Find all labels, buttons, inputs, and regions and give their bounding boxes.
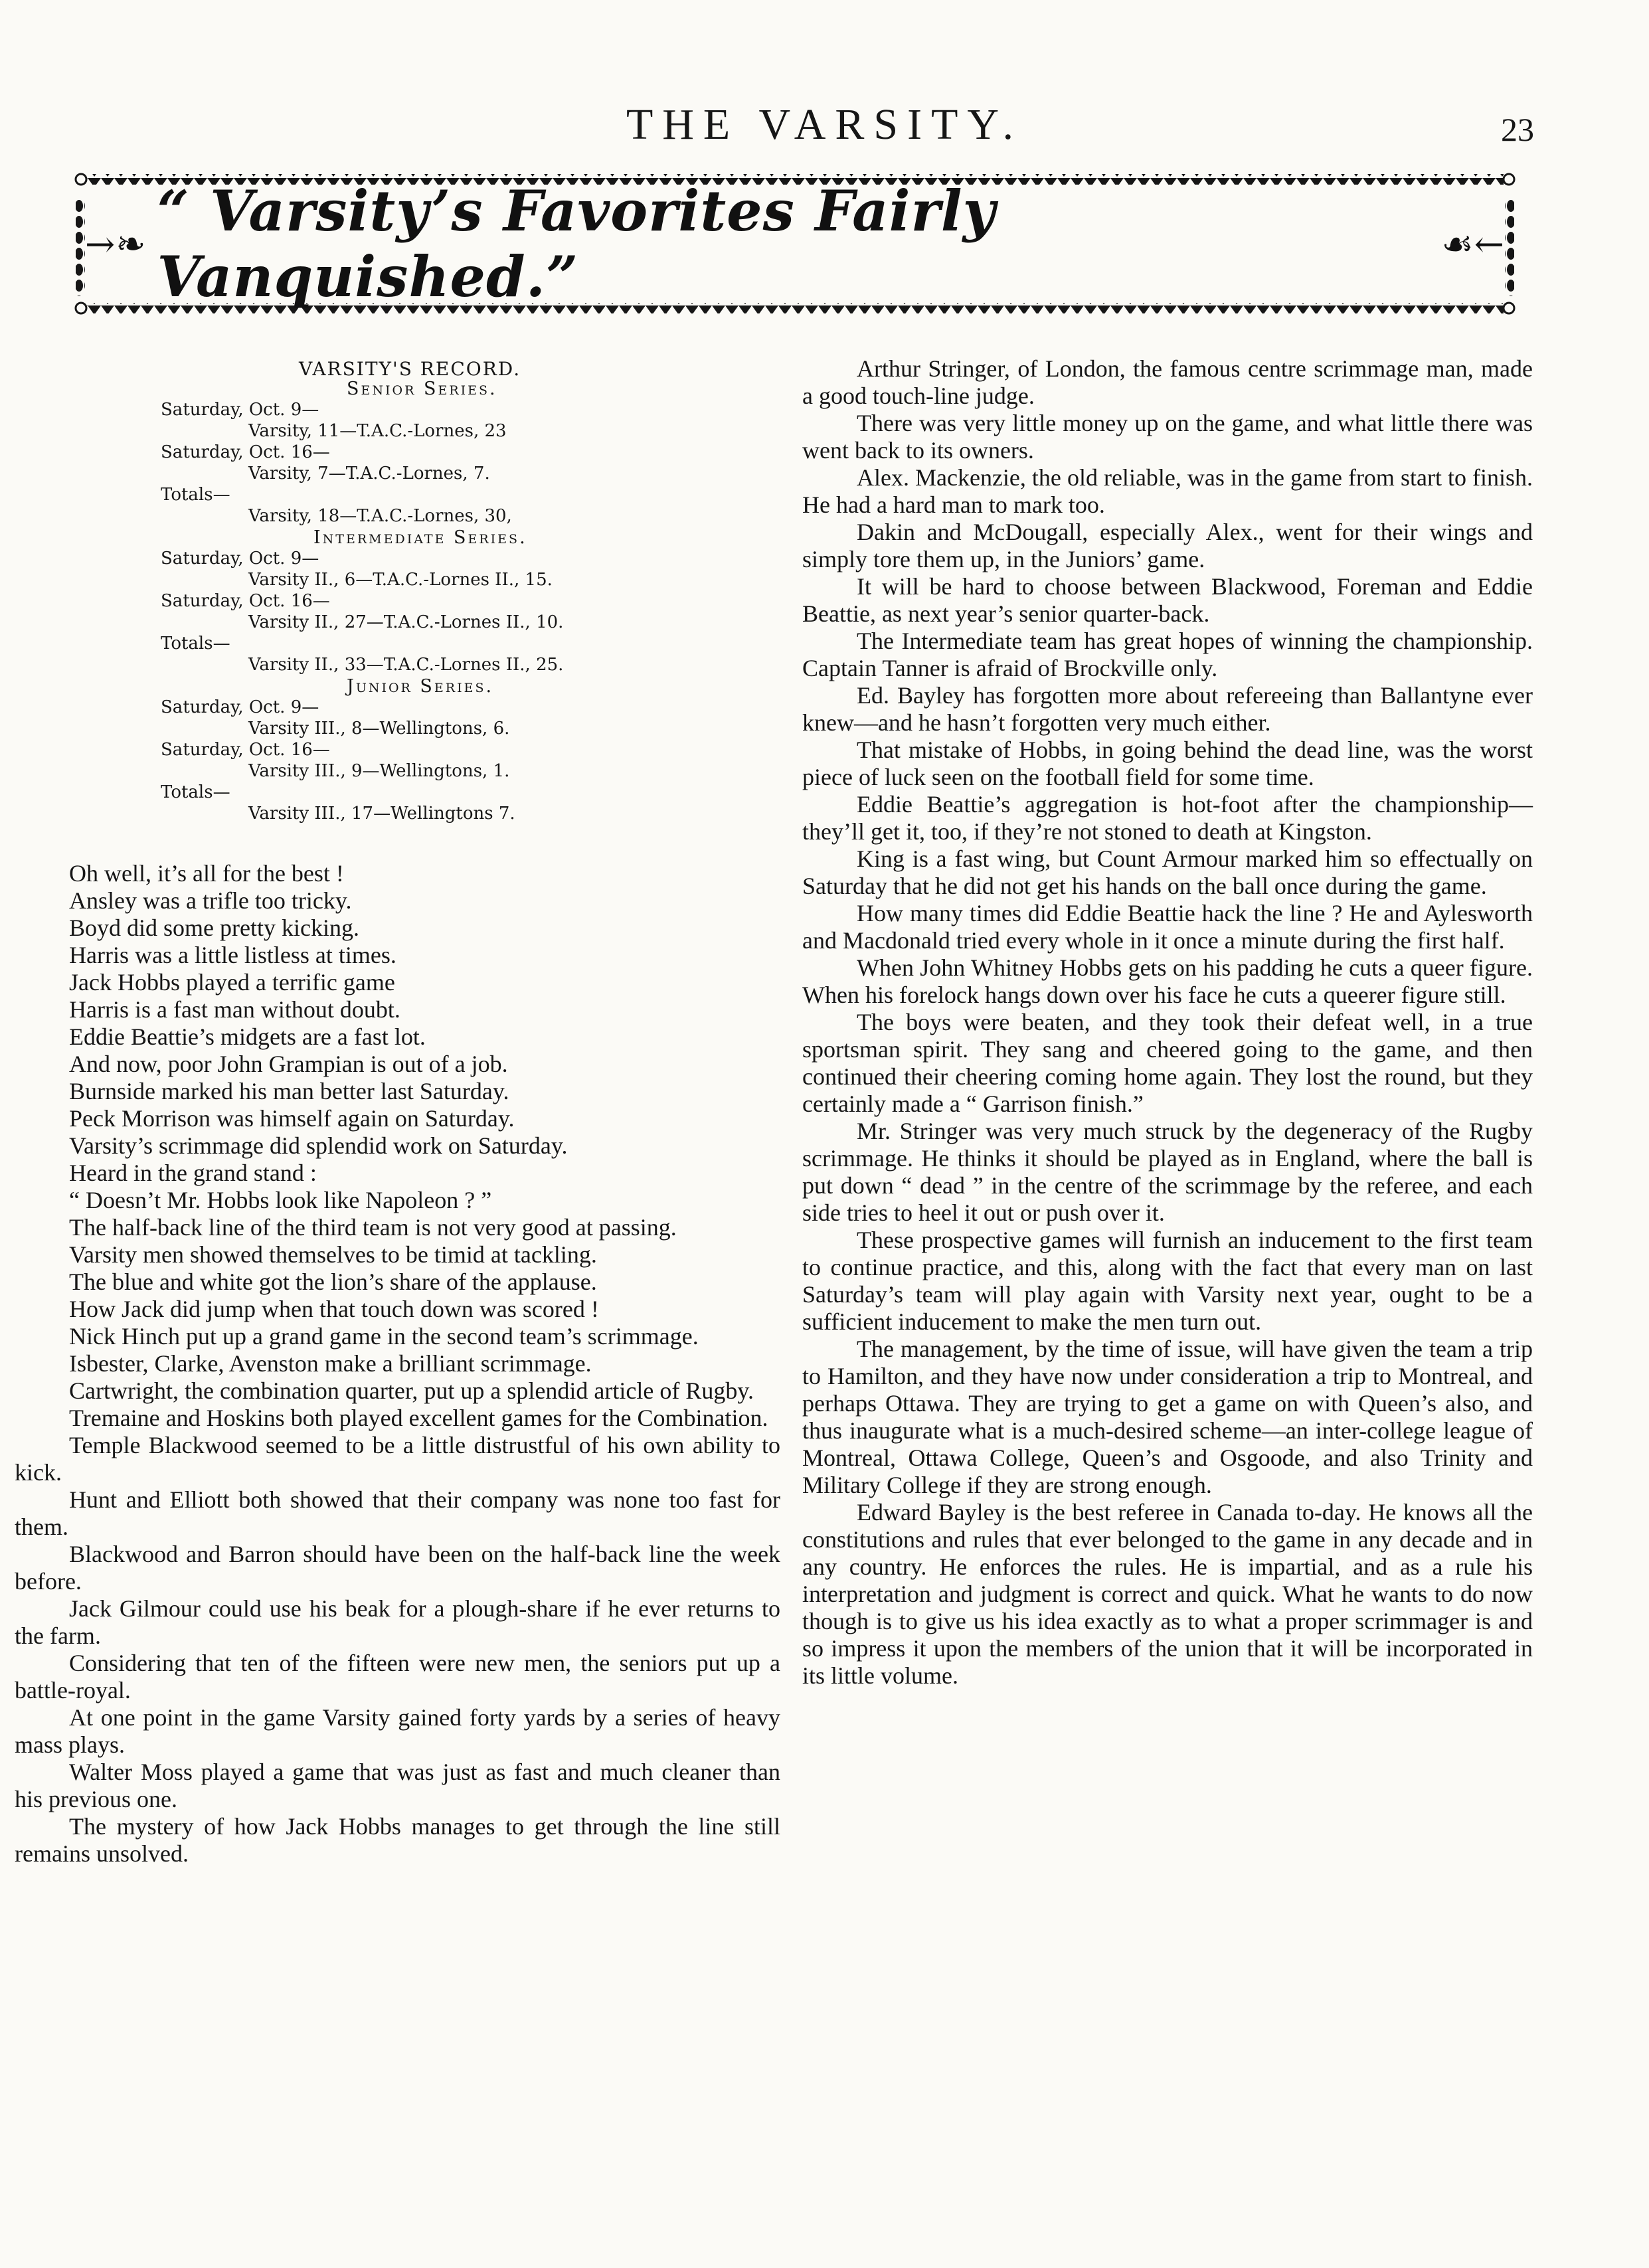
record-line: Varsity III., 8—Wellingtons, 6.	[248, 719, 510, 739]
short-line: Boyd did some pretty kicking.	[69, 915, 359, 941]
paragraph: Edward Bayley is the best referee in Canada to-day. He knows all the constitutions and rules that ever belonged to the game in any decade and in any country. He enforces the rules. He is impartial, and as a rule his interpretation and judgment is correct and quick. What he wants to do now though is to give us his idea exactly as to what a proper scrimmager is and so impress it upon the members of the union that it will be incorporated in its little volume.	[802, 1499, 1533, 1689]
paragraph: These prospective games will furnish an inducement to the first team to continue practice, and this, along with the fact that every man on last Saturday’s team will play again with Varsity next year, ought to be a sufficient inducement to make the men turn out.	[802, 1227, 1533, 1335]
short-line: Harris was a little listless at times.	[69, 942, 396, 968]
paragraph: At one point in the game Varsity gained forty yards by a series of heavy mass plays.	[15, 1704, 780, 1758]
paragraph: Isbester, Clarke, Avenston make a brilliant scrimmage.	[69, 1350, 592, 1377]
record-heading: VARSITY'S RECORD.	[299, 358, 521, 380]
paragraph: Temple Blackwood seemed to be a little distrustful of his own ability to kick.	[15, 1432, 780, 1486]
left-column	[15, 355, 780, 1868]
short-line: Harris is a fast man without doubt.	[69, 996, 400, 1023]
short-line: Jack Hobbs played a terrific game	[69, 969, 395, 996]
record-line: Totals—	[161, 782, 230, 802]
paragraph: Eddie Beattie’s aggregation is hot-foot after the championship—they’ll get it, too, if they’re not stoned to death at Kingston.	[802, 791, 1533, 845]
record-line: Varsity III., 9—Wellingtons, 1.	[248, 761, 510, 781]
paragraph: Varsity men showed themselves to be timid at tackling.	[69, 1241, 597, 1268]
record-line: Totals—	[161, 634, 230, 654]
paragraph: Mr. Stringer was very much struck by the degeneracy of the Rugby scrimmage. He thinks it should be played as in England, where the ball is put down “ dead ” in the centre of the scrimmage by the referee, and each side tries to heel it out or push over it.	[802, 1118, 1533, 1226]
short-line: “ Doesn’t Mr. Hobbs look like Napoleon ? ”	[69, 1187, 492, 1213]
short-line: Eddie Beattie’s midgets are a fast lot.	[69, 1023, 426, 1050]
record-line: Varsity, 18—T.A.C.-Lornes, 30,	[248, 506, 512, 526]
paragraph: Dakin and McDougall, especially Alex., went for their wings and simply tore them up, in the Juniors’ game.	[802, 519, 1533, 572]
record-line: Saturday, Oct. 9—	[161, 549, 319, 568]
paragraph: Hunt and Elliott both showed that their company was none too fast for them.	[15, 1486, 780, 1540]
record-line: Varsity, 7—T.A.C.-Lornes, 7.	[248, 464, 490, 483]
paragraph: The management, by the time of issue, will have given the team a trip to Hamilton, and they have now under consideration a trip to Montreal, and perhaps Ottawa. They are trying to get a game on with Queen’s also, and thus inaugurate what is a much-desired scheme—an inter-college league of Montreal, Ottawa College, Queen’s and Osgoode, and also Trinity and Military College if they are strong enough.	[802, 1336, 1533, 1498]
paragraph: The blue and white got the lion’s share of the applause.	[69, 1268, 597, 1295]
paragraph: Considering that ten of the fifteen were new men, the seniors put up a battle-royal.	[15, 1650, 780, 1703]
short-line: Peck Morrison was himself again on Saturday.	[69, 1105, 515, 1132]
paragraph: It will be hard to choose between Blackwood, Foreman and Eddie Beattie, as next year’s senior quarter-back.	[802, 573, 1533, 627]
record-line: Saturday, Oct. 16—	[161, 591, 330, 611]
short-line: Ansley was a trifle too tricky.	[69, 887, 352, 914]
short-line: Heard in the grand stand :	[69, 1160, 317, 1186]
record-line: Saturday, Oct. 16—	[161, 740, 330, 760]
record-line: Totals—	[161, 485, 230, 505]
paragraph: Blackwood and Barron should have been on the half-back line the week before.	[15, 1541, 780, 1595]
record-line: Saturday, Oct. 9—	[161, 697, 319, 717]
page-number: 23	[1501, 111, 1534, 148]
paragraph: King is a fast wing, but Count Armour marked him so effectually on Saturday that he did not get his hands on the ball once during the game.	[802, 845, 1533, 899]
paragraph: The boys were beaten, and they took their defeat well, in a true sportsman spirit. They sang and cheered going to the game, and then continued their cheering coming home again. They lost the round, but they certainly made a “ Garrison finish.”	[802, 1009, 1533, 1117]
right-column	[802, 355, 1533, 1690]
masthead: THE VARSITY.	[626, 100, 1023, 149]
intermediate-series-title: Intermediate Series.	[313, 527, 527, 548]
paragraph: Alex. Mackenzie, the old reliable, was in the game from start to finish. He had a hard man to mark too.	[802, 464, 1533, 518]
paragraph: When John Whitney Hobbs gets on his padding he cuts a queer figure. When his forelock hangs down over his face he cuts a queerer figure still.	[802, 954, 1533, 1008]
record-line: Varsity III., 17—Wellingtons 7.	[248, 804, 515, 824]
paragraph: How Jack did jump when that touch down was scored !	[69, 1296, 599, 1322]
paragraph: The half-back line of the third team is not very good at passing.	[69, 1214, 677, 1241]
record-line: Varsity II., 6—T.A.C.-Lornes II., 15.	[248, 570, 553, 590]
article-title: “ Varsity’s Favorites Fairly Vanquished.”	[157, 178, 996, 309]
paragraph: That mistake of Hobbs, in going behind the dead line, was the worst piece of luck seen on the football field for some time.	[802, 737, 1533, 790]
varsity-record	[15, 355, 780, 860]
paragraph: How many times did Eddie Beattie hack the line ? He and Aylesworth and Macdonald tried every whole in it once a minute during the first half.	[802, 900, 1533, 954]
title-banner	[74, 167, 1516, 320]
junior-series-title: Junior Series.	[347, 676, 494, 697]
paragraph: Arthur Stringer, of London, the famous centre scrimmage man, made a good touch-line judge.	[802, 355, 1533, 409]
paragraph: Tremaine and Hoskins both played excellent games for the Combination.	[69, 1405, 768, 1431]
record-line: Varsity II., 27—T.A.C.-Lornes II., 10.	[248, 612, 564, 632]
paragraph: The Intermediate team has great hopes of winning the championship. Captain Tanner is afraid of Brockville only.	[802, 628, 1533, 681]
right-ornament-icon: ☙←	[1441, 222, 1505, 265]
paragraph: The mystery of how Jack Hobbs manages to get through the line still remains unsolved.	[15, 1813, 780, 1867]
paragraph: There was very little money up on the game, and what little there was went back to its owners.	[802, 410, 1533, 464]
record-line: Saturday, Oct. 16—	[161, 442, 330, 462]
senior-series-title: Senior Series.	[347, 379, 497, 399]
short-line: And now, poor John Grampian is out of a job.	[69, 1051, 508, 1077]
paragraph: Walter Moss played a game that was just as fast and much cleaner than his previous one.	[15, 1759, 780, 1812]
record-line: Varsity II., 33—T.A.C.-Lornes II., 25.	[248, 655, 564, 675]
paragraph: Cartwright, the combination quarter, put up a splendid article of Rugby.	[69, 1377, 754, 1404]
short-line: Burnside marked his man better last Saturday.	[69, 1078, 509, 1104]
left-ornament-icon: →❧	[85, 222, 147, 265]
paragraph: Jack Gilmour could use his beak for a plough-share if he ever returns to the farm.	[15, 1595, 780, 1649]
paragraph: Ed. Bayley has forgotten more about refereeing than Ballantyne ever knew—and he hasn’t forgotten very much either.	[802, 682, 1533, 736]
short-line: Varsity’s scrimmage did splendid work on Saturday.	[69, 1132, 568, 1159]
paragraph: Nick Hinch put up a grand game in the second team’s scrimmage.	[69, 1323, 699, 1350]
record-line: Saturday, Oct. 9—	[161, 400, 319, 420]
short-line: Oh well, it’s all for the best !	[69, 860, 344, 887]
record-line: Varsity, 11—T.A.C.-Lornes, 23	[248, 421, 507, 441]
